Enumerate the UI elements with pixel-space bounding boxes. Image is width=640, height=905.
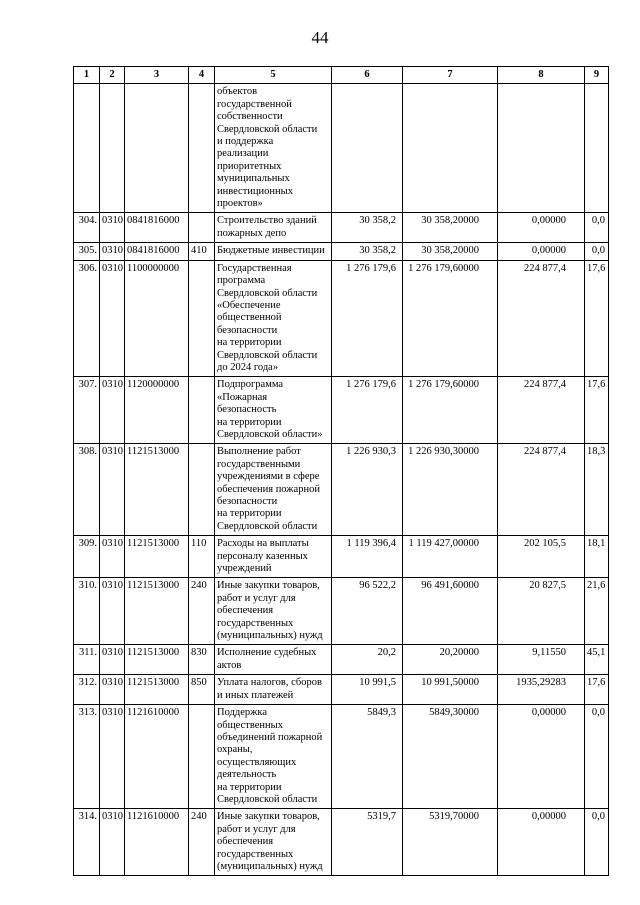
- approved-amount-cell: 10 991,5: [332, 675, 403, 705]
- executed-amount-cell: 224 877,4: [498, 260, 585, 377]
- row-number-cell: 313.: [74, 705, 100, 809]
- approved-amount-cell: [332, 84, 403, 213]
- percent-cell: 0,0: [585, 213, 609, 243]
- section-code-cell: 0310: [100, 675, 125, 705]
- target-code-cell: 1121513000: [125, 645, 189, 675]
- row-number-cell: [74, 84, 100, 213]
- target-code-cell: 1121610000: [125, 809, 189, 876]
- table-row: [74, 213, 609, 243]
- percent-cell: 17,6: [585, 377, 609, 444]
- adjusted-amount-cell: 1 119 427,00000: [403, 536, 498, 578]
- column-header-5: 5: [215, 67, 332, 84]
- name-cell: Выполнение работ государственными учреждениями в сфере обеспечения пожарной безопасности на территории Свердловской области: [215, 444, 332, 536]
- approved-amount-cell: 30 358,2: [332, 243, 403, 260]
- percent-cell: 17,6: [585, 260, 609, 377]
- target-code-cell: 1121513000: [125, 675, 189, 705]
- adjusted-amount-cell: 30 358,20000: [403, 213, 498, 243]
- adjusted-amount-cell: 30 358,20000: [403, 243, 498, 260]
- adjusted-amount-cell: 5849,30000: [403, 705, 498, 809]
- column-header-8: 8: [498, 67, 585, 84]
- column-header-6: 6: [332, 67, 403, 84]
- column-header-3: 3: [125, 67, 189, 84]
- expense-type-cell: 850: [189, 675, 215, 705]
- target-code-cell: 1120000000: [125, 377, 189, 444]
- row-number-cell: 310.: [74, 578, 100, 645]
- expense-type-cell: 240: [189, 578, 215, 645]
- approved-amount-cell: 1 226 930,3: [332, 444, 403, 536]
- adjusted-amount-cell: 96 491,60000: [403, 578, 498, 645]
- adjusted-amount-cell: [403, 84, 498, 213]
- table-row: [74, 536, 609, 578]
- percent-cell: 45,1: [585, 645, 609, 675]
- row-number-cell: 305.: [74, 243, 100, 260]
- name-cell: Подпрограмма «Пожарная безопасность на территории Свердловской области»: [215, 377, 332, 444]
- percent-cell: 0,0: [585, 243, 609, 260]
- column-header-2: 2: [100, 67, 125, 84]
- column-header-4: 4: [189, 67, 215, 84]
- row-number-cell: 314.: [74, 809, 100, 876]
- adjusted-amount-cell: 20,20000: [403, 645, 498, 675]
- row-number-cell: 309.: [74, 536, 100, 578]
- percent-cell: 18,3: [585, 444, 609, 536]
- target-code-cell: [125, 84, 189, 213]
- budget-table: [73, 66, 609, 876]
- expense-type-cell: [189, 444, 215, 536]
- expense-type-cell: 830: [189, 645, 215, 675]
- percent-cell: 17,6: [585, 675, 609, 705]
- column-header-1: 1: [74, 67, 100, 84]
- page-number: 44: [311, 28, 329, 47]
- name-cell: Бюджетные инвестиции: [215, 243, 332, 260]
- expense-type-cell: [189, 213, 215, 243]
- executed-amount-cell: [498, 84, 585, 213]
- section-code-cell: 0310: [100, 536, 125, 578]
- table-row: [74, 809, 609, 876]
- row-number-cell: 307.: [74, 377, 100, 444]
- expense-type-cell: [189, 705, 215, 809]
- adjusted-amount-cell: 1 276 179,60000: [403, 377, 498, 444]
- table-row: [74, 243, 609, 260]
- expense-type-cell: 110: [189, 536, 215, 578]
- name-cell: Иные закупки товаров, работ и услуг для обеспечения государственных (муниципальных) нужд: [215, 809, 332, 876]
- name-cell: Уплата налогов, сборов и иных платежей: [215, 675, 332, 705]
- approved-amount-cell: 20,2: [332, 645, 403, 675]
- approved-amount-cell: 96 522,2: [332, 578, 403, 645]
- name-cell: Иные закупки товаров, работ и услуг для обеспечения государственных (муниципальных) нужд: [215, 578, 332, 645]
- percent-cell: 0,0: [585, 809, 609, 876]
- table-row: [74, 578, 609, 645]
- approved-amount-cell: 5849,3: [332, 705, 403, 809]
- name-cell: Поддержка общественных объединений пожарной охраны, осуществляющих деятельность на территории Свердловской области: [215, 705, 332, 809]
- percent-cell: 0,0: [585, 705, 609, 809]
- adjusted-amount-cell: 1 226 930,30000: [403, 444, 498, 536]
- executed-amount-cell: 20 827,5: [498, 578, 585, 645]
- row-number-cell: 306.: [74, 260, 100, 377]
- executed-amount-cell: 0,00000: [498, 705, 585, 809]
- section-code-cell: [100, 84, 125, 213]
- row-number-cell: 308.: [74, 444, 100, 536]
- expense-type-cell: [189, 260, 215, 377]
- table-row: [74, 377, 609, 444]
- column-header-7: 7: [403, 67, 498, 84]
- header-row: [74, 67, 609, 84]
- expense-type-cell: [189, 377, 215, 444]
- approved-amount-cell: 5319,7: [332, 809, 403, 876]
- target-code-cell: 1121610000: [125, 705, 189, 809]
- column-header-9: 9: [585, 67, 609, 84]
- executed-amount-cell: 224 877,4: [498, 377, 585, 444]
- section-code-cell: 0310: [100, 809, 125, 876]
- percent-cell: 18,1: [585, 536, 609, 578]
- table-row: [74, 444, 609, 536]
- adjusted-amount-cell: 1 276 179,60000: [403, 260, 498, 377]
- executed-amount-cell: 9,11550: [498, 645, 585, 675]
- name-cell: Расходы на выплаты персоналу казенных учреждений: [215, 536, 332, 578]
- executed-amount-cell: 0,00000: [498, 213, 585, 243]
- section-code-cell: 0310: [100, 705, 125, 809]
- adjusted-amount-cell: 5319,70000: [403, 809, 498, 876]
- table-row: [74, 705, 609, 809]
- adjusted-amount-cell: 10 991,50000: [403, 675, 498, 705]
- approved-amount-cell: 30 358,2: [332, 213, 403, 243]
- table-row: [74, 645, 609, 675]
- section-code-cell: 0310: [100, 213, 125, 243]
- name-cell: объектов государственной собственности Свердловской области и поддержка реализации приоритетных муниципальных инвестиционных проектов»: [215, 84, 332, 213]
- expense-type-cell: [189, 84, 215, 213]
- name-cell: Государственная программа Свердловской области «Обеспечение общественной безопасности на территории Свердловской области до 2024 года»: [215, 260, 332, 377]
- target-code-cell: 0841816000: [125, 243, 189, 260]
- executed-amount-cell: 202 105,5: [498, 536, 585, 578]
- section-code-cell: 0310: [100, 243, 125, 260]
- section-code-cell: 0310: [100, 444, 125, 536]
- section-code-cell: 0310: [100, 578, 125, 645]
- target-code-cell: 1100000000: [125, 260, 189, 377]
- row-number-cell: 312.: [74, 675, 100, 705]
- percent-cell: 21,6: [585, 578, 609, 645]
- row-number-cell: 304.: [74, 213, 100, 243]
- section-code-cell: 0310: [100, 377, 125, 444]
- section-code-cell: 0310: [100, 645, 125, 675]
- expense-type-cell: 240: [189, 809, 215, 876]
- approved-amount-cell: 1 276 179,6: [332, 260, 403, 377]
- table-row: [74, 260, 609, 377]
- name-cell: Строительство зданий пожарных депо: [215, 213, 332, 243]
- executed-amount-cell: 1935,29283: [498, 675, 585, 705]
- target-code-cell: 1121513000: [125, 578, 189, 645]
- target-code-cell: 1121513000: [125, 536, 189, 578]
- expense-type-cell: 410: [189, 243, 215, 260]
- name-cell: Исполнение судебных актов: [215, 645, 332, 675]
- approved-amount-cell: 1 119 396,4: [332, 536, 403, 578]
- row-number-cell: 311.: [74, 645, 100, 675]
- executed-amount-cell: 224 877,4: [498, 444, 585, 536]
- approved-amount-cell: 1 276 179,6: [332, 377, 403, 444]
- target-code-cell: 1121513000: [125, 444, 189, 536]
- executed-amount-cell: 0,00000: [498, 809, 585, 876]
- table-row: [74, 675, 609, 705]
- table-row: [74, 84, 609, 213]
- table-body: [74, 84, 609, 876]
- executed-amount-cell: 0,00000: [498, 243, 585, 260]
- percent-cell: [585, 84, 609, 213]
- target-code-cell: 0841816000: [125, 213, 189, 243]
- section-code-cell: 0310: [100, 260, 125, 377]
